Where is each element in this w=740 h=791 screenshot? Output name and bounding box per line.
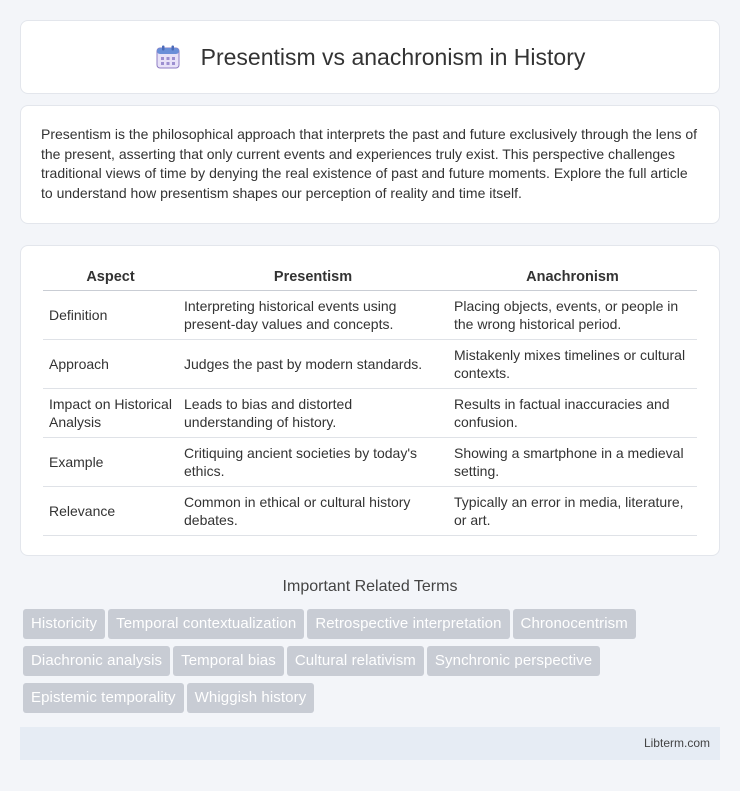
table-row xyxy=(43,388,697,437)
table-row xyxy=(43,486,697,535)
table-row xyxy=(43,290,697,339)
table-header-row xyxy=(43,266,697,290)
footer-site-link[interactable]: Libterm.com xyxy=(643,736,710,750)
table-row xyxy=(43,339,697,388)
comparison-table-card xyxy=(20,245,720,556)
anachronism-cell: Showing a smartphone in a medieval setting. xyxy=(448,437,697,486)
aspect-cell: Approach xyxy=(43,339,178,388)
term-chip[interactable]: Temporal bias xyxy=(173,646,284,676)
aspect-cell: Impact on Historical Analysis xyxy=(43,388,178,437)
footer xyxy=(20,727,720,760)
presentism-cell: Judges the past by modern standards. xyxy=(178,339,448,388)
aspect-cell: Definition xyxy=(43,290,178,339)
presentism-cell: Common in ethical or cultural history debates. xyxy=(178,486,448,535)
anachronism-cell: Placing objects, events, or people in the wrong historical period. xyxy=(448,290,697,339)
table-row xyxy=(43,437,697,486)
anachronism-cell: Typically an error in media, literature, or art. xyxy=(448,486,697,535)
presentism-cell: Critiquing ancient societies by today's ethics. xyxy=(178,437,448,486)
header-presentism: Presentism xyxy=(178,266,448,290)
presentism-cell: Interpreting historical events using present-day values and concepts. xyxy=(178,290,448,339)
term-chip[interactable]: Cultural relativism xyxy=(287,646,424,676)
related-terms-title: Important Related Terms xyxy=(282,578,458,595)
anachronism-cell: Results in factual inaccuracies and confusion. xyxy=(448,388,697,437)
related-terms-list xyxy=(23,609,723,720)
term-chip[interactable]: Historicity xyxy=(23,609,105,639)
term-chip[interactable]: Diachronic analysis xyxy=(23,646,170,676)
term-chip[interactable]: Retrospective interpretation xyxy=(307,609,509,639)
aspect-cell: Example xyxy=(43,437,178,486)
term-chip[interactable]: Whiggish history xyxy=(187,683,315,713)
header-aspect: Aspect xyxy=(43,266,178,290)
page-title: Presentism vs anachronism in History xyxy=(200,43,586,70)
aspect-cell: Relevance xyxy=(43,486,178,535)
term-chip[interactable]: Chronocentrism xyxy=(513,609,636,639)
term-chip[interactable]: Epistemic temporality xyxy=(23,683,184,713)
presentism-cell: Leads to bias and distorted understanding of history. xyxy=(178,388,448,437)
title-card xyxy=(20,20,720,94)
calendar-icon xyxy=(155,44,181,70)
term-chip[interactable]: Temporal contextualization xyxy=(108,609,304,639)
term-chip[interactable]: Synchronic perspective xyxy=(427,646,600,676)
intro-text: Presentism is the philosophical approach that interprets the past and future exclusively through the lens of the present, asserting that only current events and experiences truly exist. This perspective challenges traditional views of time by denying the real existence of past and future moments. Explore the full article to understand how presentism shapes our perception of reality and time itself. xyxy=(41,126,698,201)
intro-card xyxy=(20,105,720,224)
comparison-table xyxy=(43,266,697,536)
header-anachronism: Anachronism xyxy=(448,266,697,290)
anachronism-cell: Mistakenly mixes timelines or cultural contexts. xyxy=(448,339,697,388)
